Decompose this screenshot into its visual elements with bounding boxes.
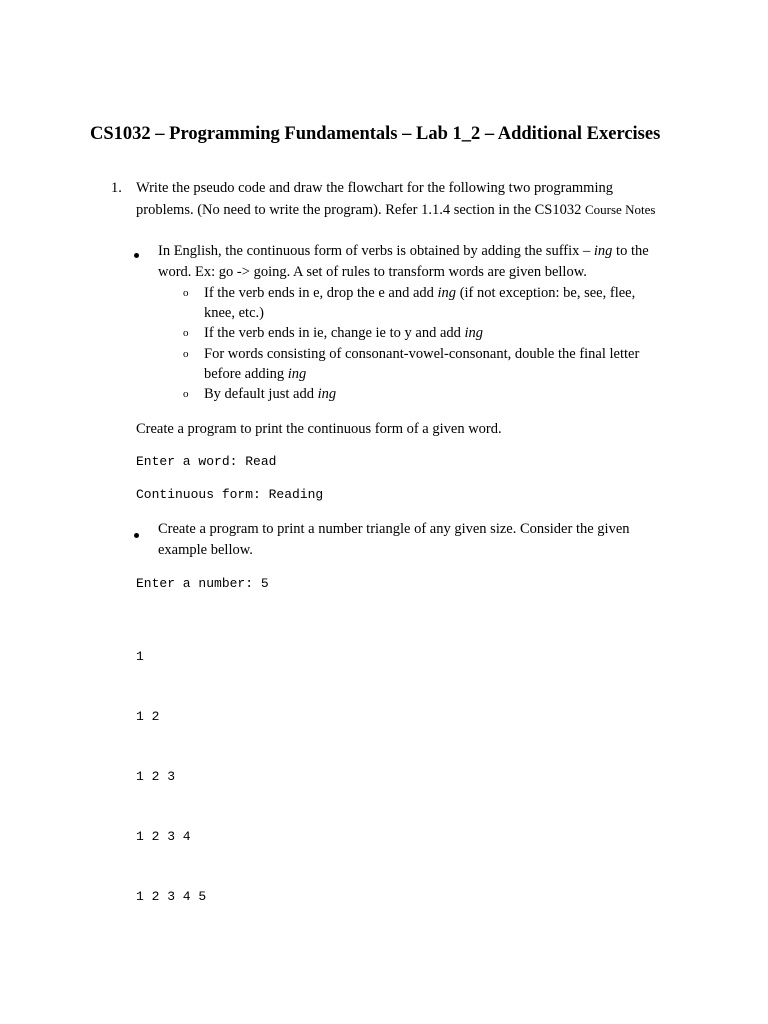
rule-item: For words consisting of consonant-vowel-consonant, double the final letter before adding ing [204,346,640,382]
bullet-marker [134,526,139,543]
rule-marker: o [183,348,189,360]
document-title: CS1032 – Programming Fundamentals – Lab 1_2 – Additional Exercises [90,124,661,144]
rule-marker: o [183,327,189,339]
triangle-row: 1 [136,649,144,664]
problem2-example-input: Enter a number: 5 [136,576,269,591]
rule-item: If the verb ends in e, drop the e and add ing (if not exception: be, see, flee, knee, etc.) [204,285,636,321]
triangle-row: 1 2 3 4 [136,829,191,844]
triangle-row: 1 2 [136,709,160,724]
triangle-row: 1 2 3 4 5 [136,889,207,904]
bullet-marker [134,246,139,263]
bullet-dot-icon [134,253,139,258]
rule-marker: o [183,287,189,299]
rule-item: If the verb ends in ie, change ie to y and add ing [204,325,484,341]
problem1-task: Create a program to print the continuous form of a given word. [136,421,502,437]
number-triangle [136,607,206,947]
problem1-example-output: Continuous form: Reading [136,487,324,502]
problem1-example-input: Enter a word: Read [136,454,277,469]
problem1-description: In English, the continuous form of verbs is obtained by adding the suffix – ing to the word. Ex: go -> going. A set of rules to transform words are given bellow. [158,243,649,280]
bullet-dot-icon [134,533,139,538]
rule-marker: o [183,388,189,400]
problem2-description: Create a program to print a number triangle of any given size. Consider the given example bellow. [158,521,630,558]
rule-item: By default just add ing [204,386,337,402]
triangle-row: 1 2 3 [136,769,176,784]
question-intro-line: Write the pseudo code and draw the flowchart for the following two programming [136,180,613,196]
question-intro [136,178,696,221]
question-number: 1. [111,180,122,196]
question-intro-line: problems. (No need to write the program). Refer 1.1.4 section in the CS1032 Course Notes [136,202,656,218]
